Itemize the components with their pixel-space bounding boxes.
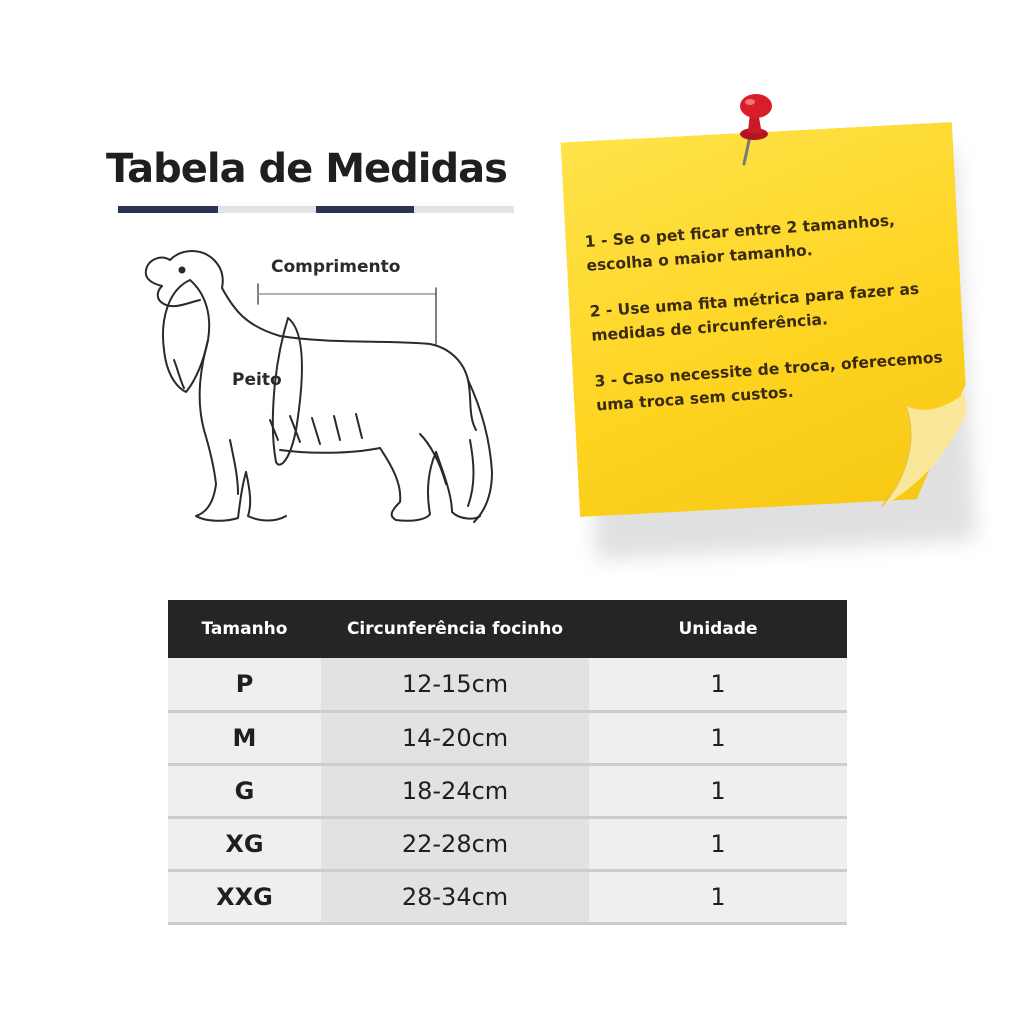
length-label: Comprimento bbox=[271, 257, 401, 277]
table-row bbox=[168, 658, 847, 711]
size-cell: P bbox=[168, 658, 321, 711]
measure-cell: 28-34cm bbox=[321, 870, 589, 923]
measure-cell: 12-15cm bbox=[321, 658, 589, 711]
title-underline-segment bbox=[316, 206, 414, 213]
title-underline-segment bbox=[414, 206, 514, 213]
table-header-row bbox=[168, 600, 847, 658]
unit-cell: 1 bbox=[589, 711, 847, 764]
dog-measurement-diagram bbox=[130, 240, 510, 540]
size-cell: M bbox=[168, 711, 321, 764]
table-row bbox=[168, 817, 847, 870]
column-header-measure: Circunferência focinho bbox=[321, 600, 589, 658]
title-underline-segment bbox=[218, 206, 316, 213]
dog-outline-icon bbox=[130, 240, 510, 540]
push-pin-icon bbox=[728, 90, 788, 170]
page-title: Tabela de Medidas bbox=[106, 146, 507, 192]
measure-cell: 18-24cm bbox=[321, 764, 589, 817]
tip-item: 3 - Caso necessite de troca, oferecemos uma troca sem custos. bbox=[593, 348, 944, 415]
table-row bbox=[168, 870, 847, 923]
title-underline-segment bbox=[118, 206, 218, 213]
unit-cell: 1 bbox=[589, 870, 847, 923]
size-cell: XXG bbox=[168, 870, 321, 923]
chest-label: Peito bbox=[232, 370, 282, 390]
table-row bbox=[168, 764, 847, 817]
table-row bbox=[168, 711, 847, 764]
measure-cell: 14-20cm bbox=[321, 711, 589, 764]
size-table bbox=[168, 600, 847, 925]
size-cell: G bbox=[168, 764, 321, 817]
size-cell: XG bbox=[168, 817, 321, 870]
column-header-unit: Unidade bbox=[589, 600, 847, 658]
column-header-size: Tamanho bbox=[168, 600, 321, 658]
unit-cell: 1 bbox=[589, 658, 847, 711]
unit-cell: 1 bbox=[589, 764, 847, 817]
measure-cell: 22-28cm bbox=[321, 817, 589, 870]
sticky-note bbox=[560, 90, 980, 560]
unit-cell: 1 bbox=[589, 817, 847, 870]
tip-item: 2 - Use uma fita métrica para fazer as medidas de circunferência. bbox=[589, 279, 920, 345]
note-tips bbox=[584, 205, 958, 440]
tip-item: 1 - Se o pet ficar entre 2 tamanhos, escolha o maior tamanho. bbox=[584, 211, 896, 275]
